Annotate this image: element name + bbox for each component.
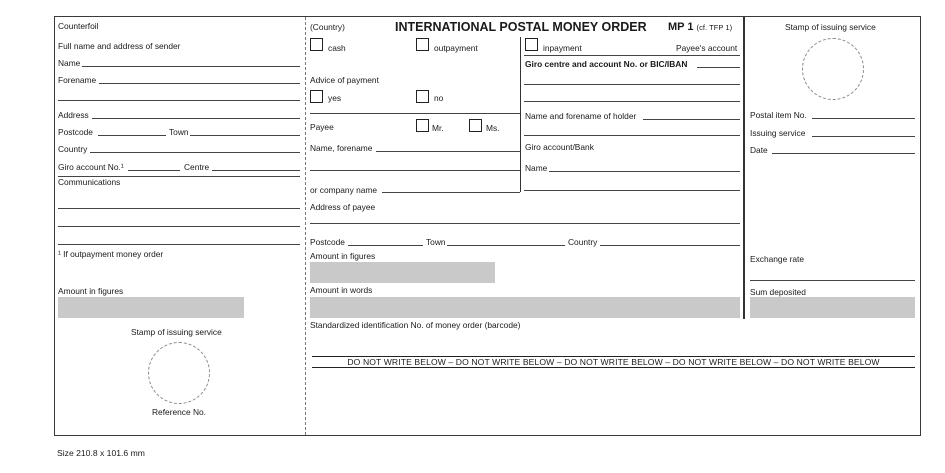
- communications-line-2[interactable]: [58, 226, 300, 227]
- payee-town-label: Town: [426, 237, 446, 247]
- postal-item-field[interactable]: [812, 118, 915, 119]
- advice-no-checkbox[interactable]: [416, 90, 429, 103]
- outpayment-footnote: ¹ If outpayment money order: [58, 249, 164, 259]
- payee-mr-checkbox[interactable]: [416, 119, 429, 132]
- form-code-ref: (cf. TFP 1): [696, 23, 733, 32]
- amount-figures-label: Amount in figures: [310, 251, 376, 261]
- issuing-stamp-circle: [802, 38, 864, 100]
- advice-of-payment-label: Advice of payment: [310, 75, 379, 85]
- outpayment-label: outpayment: [434, 43, 478, 53]
- giro-bank-label: Giro account/Bank: [525, 142, 594, 152]
- payee-name-label: Name, forename: [310, 143, 373, 153]
- do-not-write-banner: DO NOT WRITE BELOW – DO NOT WRITE BELOW – DO NOT WRITE BELOW – DO NOT WRITE BELOW – DO NOT WRITE BELOW: [312, 356, 915, 368]
- form-code: [668, 21, 732, 34]
- holder-label: Name and forename of holder: [525, 111, 637, 121]
- payee-postcode-label: Postcode: [310, 237, 345, 247]
- sender-giro-label: Giro account No.¹: [58, 162, 124, 172]
- payee-giro-divider: [520, 37, 521, 192]
- payee-name-field-2[interactable]: [310, 170, 520, 171]
- sender-country-field[interactable]: [90, 152, 300, 153]
- communications-line-1[interactable]: [58, 208, 300, 209]
- counterfoil-amount-label: Amount in figures: [58, 286, 124, 296]
- giro-top-rule: [524, 55, 740, 56]
- advice-yes-label: yes: [328, 93, 342, 103]
- postal-item-label: Postal item No.: [750, 110, 807, 120]
- counterfoil-heading: Counterfoil: [58, 21, 99, 31]
- payee-mr-label: Mr.: [432, 123, 444, 133]
- cash-label: cash: [328, 43, 346, 53]
- payee-company-label: or company name: [310, 185, 378, 195]
- sender-forename-field[interactable]: [99, 83, 300, 84]
- sender-postcode-field[interactable]: [98, 135, 166, 136]
- giro-centre-field-2[interactable]: [524, 84, 740, 85]
- payee-top-rule: [310, 113, 520, 114]
- form-code-main: MP 1: [668, 21, 694, 33]
- holder-field[interactable]: [643, 119, 740, 120]
- sender-centre-field[interactable]: [212, 170, 300, 171]
- payee-ms-label: Ms.: [486, 123, 500, 133]
- payee-postcode-field[interactable]: [348, 245, 423, 246]
- issuing-service-field[interactable]: [812, 136, 915, 137]
- reference-label: Reference No.: [152, 407, 206, 417]
- payee-ms-checkbox[interactable]: [469, 119, 482, 132]
- date-field[interactable]: [772, 153, 915, 154]
- counterfoil-perforation: [305, 17, 306, 435]
- amount-words-field[interactable]: [310, 297, 740, 318]
- holder-field-2[interactable]: [524, 135, 740, 136]
- giro-name-label: Name: [525, 163, 548, 173]
- communications-label: Communications: [58, 177, 121, 187]
- issuing-stamp-label: Stamp of issuing service: [785, 22, 876, 32]
- payee-name-field[interactable]: [376, 151, 520, 152]
- inpayment-checkbox[interactable]: [525, 38, 538, 51]
- payee-label: Payee: [310, 122, 334, 132]
- sender-town-field[interactable]: [190, 135, 300, 136]
- sender-forename-label: Forename: [58, 75, 97, 85]
- giro-centre-field-3[interactable]: [524, 101, 740, 102]
- sender-postcode-label: Postcode: [58, 127, 93, 137]
- date-label: Date: [750, 145, 768, 155]
- payee-town-field[interactable]: [447, 245, 565, 246]
- amount-figures-field[interactable]: [310, 262, 495, 283]
- counterfoil-stamp-circle: [148, 342, 210, 404]
- sender-address-field[interactable]: [92, 118, 300, 119]
- form-title: INTERNATIONAL POSTAL MONEY ORDER: [395, 20, 647, 34]
- sum-deposited-field[interactable]: [750, 297, 915, 318]
- giro-name-field-2[interactable]: [524, 190, 740, 191]
- sender-heading: Full name and address of sender: [58, 41, 181, 51]
- counterfoil-amount-field[interactable]: [58, 297, 244, 318]
- giro-centre-label: Giro centre and account No. or BIC/IBAN: [525, 59, 688, 69]
- exchange-rate-field[interactable]: [750, 280, 915, 281]
- giro-name-field[interactable]: [549, 171, 740, 172]
- cash-checkbox[interactable]: [310, 38, 323, 51]
- amount-words-label: Amount in words: [310, 285, 373, 295]
- advice-no-label: no: [434, 93, 444, 103]
- sender-country-label: Country: [58, 144, 88, 154]
- country-label: (Country): [310, 22, 345, 32]
- payees-account-label: Payee's account: [676, 43, 738, 53]
- payee-country-field[interactable]: [600, 245, 740, 246]
- sender-name-field[interactable]: [82, 66, 300, 67]
- sum-deposited-label: Sum deposited: [750, 287, 806, 297]
- sender-name-label: Name: [58, 58, 81, 68]
- sender-address-label: Address: [58, 110, 89, 120]
- counterfoil-stamp-label: Stamp of issuing service: [131, 327, 222, 337]
- inpayment-label: inpayment: [543, 43, 582, 53]
- communications-line-3[interactable]: [58, 244, 300, 245]
- giro-centre-field[interactable]: [697, 67, 740, 68]
- sender-giro-field[interactable]: [128, 170, 180, 171]
- advice-yes-checkbox[interactable]: [310, 90, 323, 103]
- exchange-rate-label: Exchange rate: [750, 254, 805, 264]
- payee-company-field[interactable]: [382, 192, 520, 193]
- payee-address-label: Address of payee: [310, 202, 376, 212]
- sender-centre-label: Centre: [184, 162, 210, 172]
- issuing-service-label: Issuing service: [750, 128, 806, 138]
- payee-country-label: Country: [568, 237, 598, 247]
- main-issuing-divider: [743, 17, 745, 319]
- sender-town-label: Town: [169, 127, 189, 137]
- form-size-note: Size 210.8 x 101.6 mm: [57, 448, 145, 458]
- payee-address-line-1[interactable]: [310, 223, 740, 224]
- sender-extra-line[interactable]: [58, 100, 300, 101]
- barcode-label: Standardized identification No. of money order (barcode): [310, 320, 521, 330]
- outpayment-checkbox[interactable]: [416, 38, 429, 51]
